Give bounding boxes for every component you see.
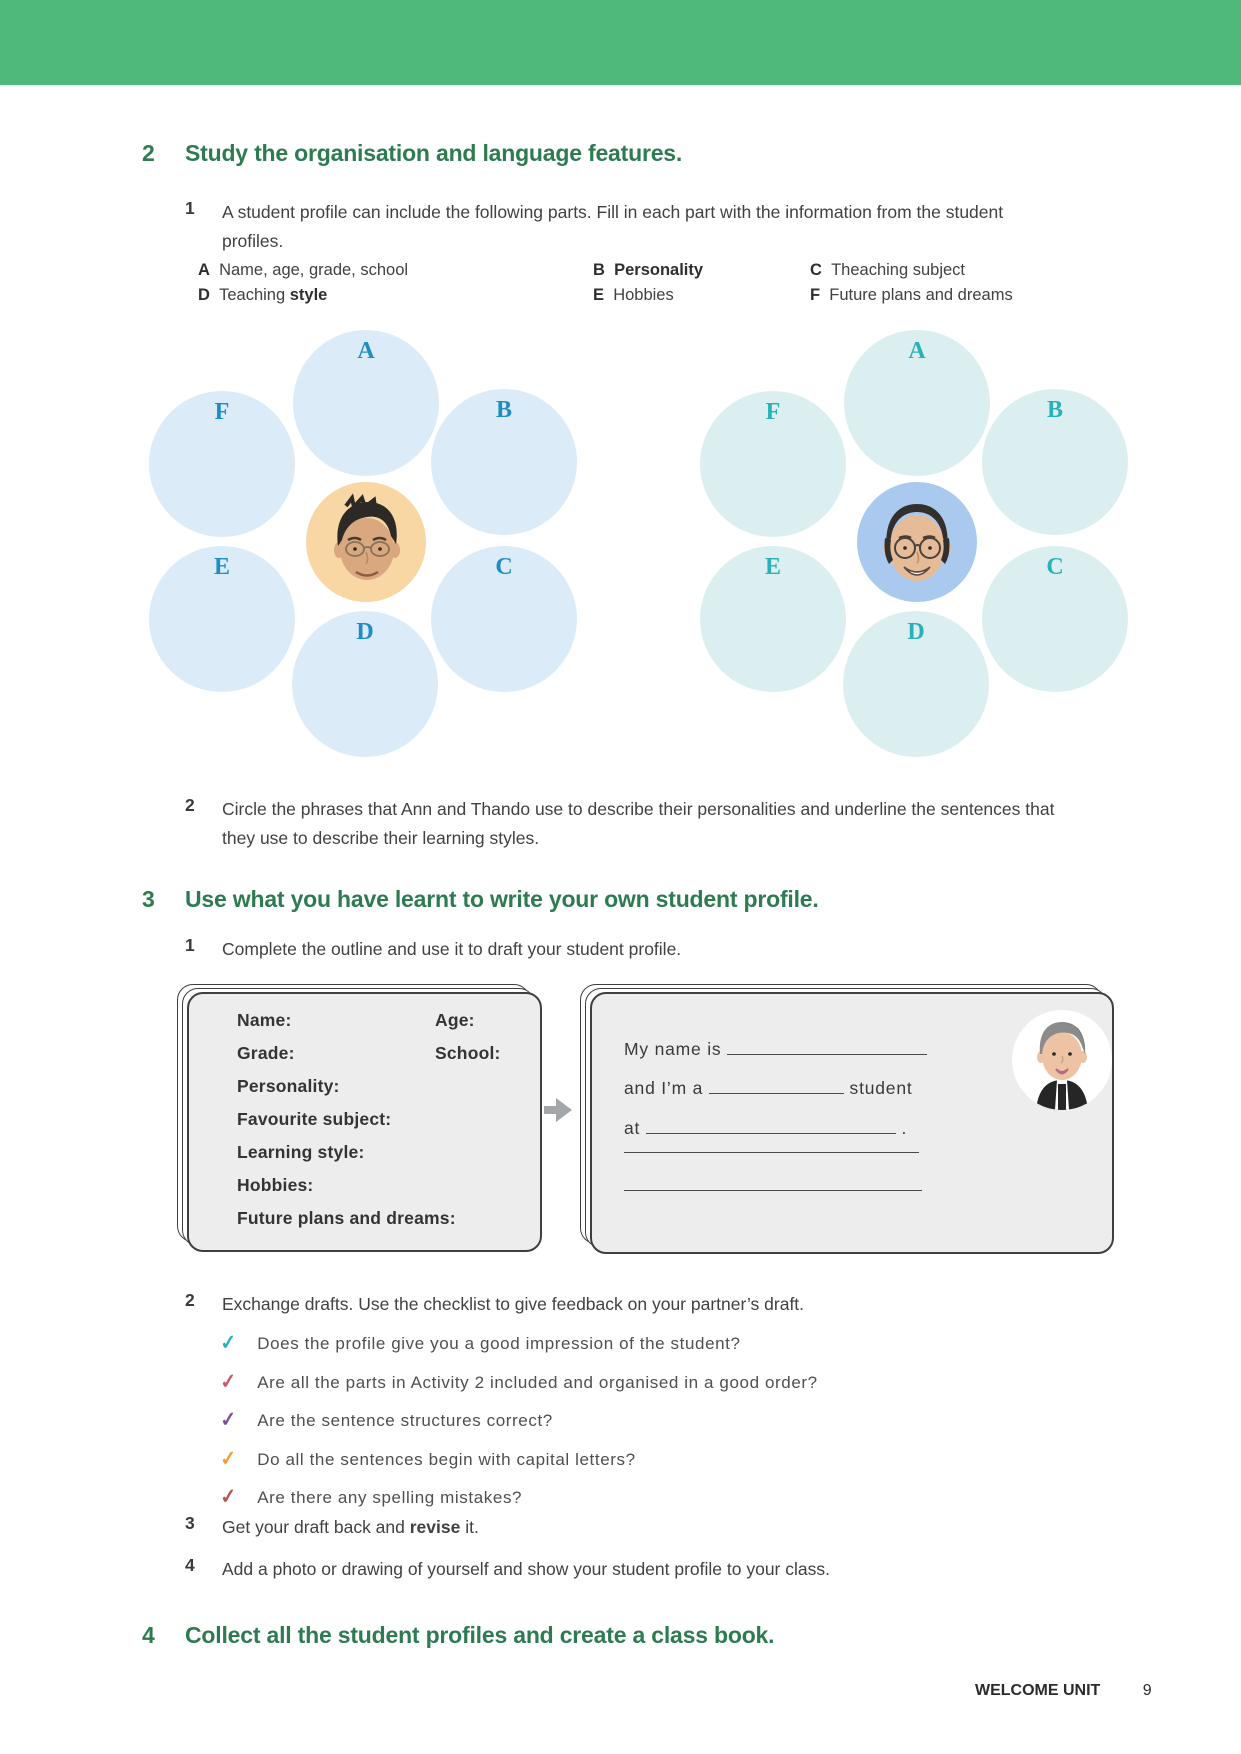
circle-label-e: E xyxy=(764,554,782,580)
part-letter: D xyxy=(198,286,210,304)
checklist-question: Are all the parts in Activity 2 included and organised in a good order? xyxy=(257,1373,818,1392)
outline-row-name-age xyxy=(237,1010,475,1031)
field-label-hobbies: Hobbies: xyxy=(237,1175,314,1195)
circle-label-b: B xyxy=(1046,397,1064,423)
part-letter: E xyxy=(593,286,605,304)
draft-line-2-suffix: student xyxy=(849,1078,913,1098)
check-icon: ✓ xyxy=(218,1408,238,1432)
part-label-bold: style xyxy=(289,286,328,304)
part-letter: C xyxy=(810,261,822,279)
checklist-question: Are the sentence structures correct? xyxy=(257,1411,553,1430)
check-icon: ✓ xyxy=(218,1447,238,1471)
writing-rule-blank[interactable] xyxy=(624,1190,922,1191)
section-3-number: 3 xyxy=(142,886,155,912)
part-label: Hobbies xyxy=(613,286,674,304)
circle-label-d: D xyxy=(356,619,374,645)
part-letter: B xyxy=(593,261,605,279)
unit-label: WELCOME UNIT xyxy=(975,1682,1101,1699)
man-face-illustration xyxy=(857,482,977,602)
check-icon: ✓ xyxy=(218,1370,238,1394)
check-icon: ✓ xyxy=(218,1485,238,1509)
item-text: Add a photo or drawing of yourself and show your student profile to your class. xyxy=(222,1559,830,1579)
teacher-photo-left xyxy=(306,482,426,602)
item-text: Circle the phrases that Ann and Thando use to describe their personalities and underline the sentences that they use to describe their learning styles. xyxy=(222,799,1055,848)
outline-row-favourite-subject xyxy=(237,1109,391,1130)
circle-label-a: A xyxy=(357,338,375,364)
school-blank[interactable] xyxy=(646,1117,896,1134)
draft-line-2 xyxy=(624,1077,913,1099)
circle-label-c: C xyxy=(1046,554,1064,580)
field-label-grade: Grade: xyxy=(237,1043,295,1063)
writing-rule-blank[interactable] xyxy=(624,1152,919,1153)
profile-diagram-right xyxy=(681,325,1131,760)
draft-line-3-period: . xyxy=(901,1118,908,1138)
draft-line-1-text: My name is xyxy=(624,1039,722,1059)
item-number: 1 xyxy=(185,198,195,218)
part-item-d xyxy=(198,283,327,308)
item-number: 1 xyxy=(185,935,195,955)
diagram-circle-c[interactable] xyxy=(431,546,577,692)
diagram-circle-f[interactable] xyxy=(700,391,846,537)
arrow-right-icon xyxy=(543,1097,573,1128)
section-4-heading xyxy=(142,1622,1092,1652)
circle-label-a: A xyxy=(908,338,926,364)
checklist-item-5 xyxy=(220,1484,522,1509)
diagram-circle-a[interactable] xyxy=(844,330,990,476)
part-letter: A xyxy=(198,261,210,279)
check-icon: ✓ xyxy=(218,1331,238,1355)
item-text xyxy=(222,1513,1042,1542)
circle-label-c: C xyxy=(495,554,513,580)
outline-row-hobbies xyxy=(237,1175,313,1196)
part-item-c xyxy=(810,258,965,283)
part-item-a xyxy=(198,258,408,283)
diagram-circle-b[interactable] xyxy=(431,389,577,535)
outline-row-grade-school xyxy=(237,1043,501,1064)
section-4-number: 4 xyxy=(142,1622,155,1648)
diagram-circle-a[interactable] xyxy=(293,330,439,476)
circle-label-d: D xyxy=(907,619,925,645)
man-face-illustration xyxy=(306,482,426,602)
circle-label-f: F xyxy=(214,399,230,425)
item-number: 3 xyxy=(185,1513,195,1533)
draft-line-1 xyxy=(624,1038,927,1060)
field-label-favourite-subject: Favourite subject: xyxy=(237,1109,392,1129)
field-label-name: Name: xyxy=(237,1010,292,1030)
checklist-question: Do all the sentences begin with capital letters? xyxy=(257,1450,636,1469)
section-4-title: Collect all the student profiles and create a class book. xyxy=(185,1622,775,1648)
section-3-heading xyxy=(142,886,1042,916)
field-label-personality: Personality: xyxy=(237,1076,340,1096)
checklist-item-1 xyxy=(220,1330,741,1355)
outline-row-learning-style xyxy=(237,1142,364,1163)
item-text: Complete the outline and use it to draft your student profile. xyxy=(222,939,682,959)
diagram-circle-b[interactable] xyxy=(982,389,1128,535)
field-label-future-plans: Future plans and dreams: xyxy=(237,1208,456,1228)
part-letter: F xyxy=(810,286,821,304)
section-2-heading xyxy=(142,140,1042,170)
teacher-photo-right xyxy=(857,482,977,602)
part-label: Theaching subject xyxy=(831,261,966,279)
outline-card xyxy=(187,992,542,1252)
field-label-school: School: xyxy=(435,1043,501,1063)
checklist-question: Are there any spelling mistakes? xyxy=(257,1488,523,1507)
outline-row-personality xyxy=(237,1076,340,1097)
item-text: Exchange drafts. Use the checklist to give feedback on your partner’s draft. xyxy=(222,1294,805,1314)
circle-label-b: B xyxy=(495,397,513,423)
item-text-pre: Get your draft back and xyxy=(222,1517,410,1537)
field-label-learning-style: Learning style: xyxy=(237,1142,365,1162)
draft-line-3-text: at xyxy=(624,1118,641,1138)
part-item-e xyxy=(593,283,674,308)
item-number: 4 xyxy=(185,1555,195,1575)
section-2-number: 2 xyxy=(142,140,155,166)
outline-row-future-plans xyxy=(237,1208,456,1229)
section-2-title: Study the organisation and language features. xyxy=(185,140,683,166)
item-number: 2 xyxy=(185,795,195,815)
checklist-item-2 xyxy=(220,1369,818,1394)
student-avatar-illustration xyxy=(1012,1010,1112,1110)
circle-label-e: E xyxy=(213,554,231,580)
draft-line-2-text: and I’m a xyxy=(624,1078,704,1098)
part-label: Name, age, grade, school xyxy=(219,261,409,279)
circle-label-f: F xyxy=(765,399,781,425)
checklist-item-3 xyxy=(220,1407,553,1432)
part-label: Teaching xyxy=(219,286,290,304)
draft-card xyxy=(590,992,1114,1254)
item-text-bold: revise xyxy=(409,1517,461,1537)
item-text-post: it. xyxy=(460,1517,479,1537)
profile-parts-list xyxy=(198,258,1148,310)
grade-blank[interactable] xyxy=(709,1077,844,1094)
diagram-circle-d[interactable] xyxy=(292,611,438,757)
header-color-band xyxy=(0,0,1241,85)
diagram-circle-d[interactable] xyxy=(843,611,989,757)
diagram-circle-e[interactable] xyxy=(700,546,846,692)
name-blank[interactable] xyxy=(727,1038,927,1055)
checklist-question: Does the profile give you a good impression of the student? xyxy=(257,1334,741,1353)
part-label-bold: Personality xyxy=(614,261,704,279)
student-avatar xyxy=(1012,1010,1112,1110)
page-footer xyxy=(975,1682,1205,1700)
section-3-title: Use what you have learnt to write your own student profile. xyxy=(185,886,819,912)
diagram-circle-c[interactable] xyxy=(982,546,1128,692)
part-item-f xyxy=(810,283,1013,308)
diagram-circle-f[interactable] xyxy=(149,391,295,537)
profile-diagram-left xyxy=(130,325,580,760)
checklist-item-4 xyxy=(220,1446,636,1471)
item-text: A student profile can include the following parts. Fill in each part with the information from the student profiles. xyxy=(222,202,1004,251)
draft-line-3 xyxy=(624,1117,907,1139)
diagram-circle-e[interactable] xyxy=(149,546,295,692)
item-number: 2 xyxy=(185,1290,195,1310)
field-label-age: Age: xyxy=(435,1010,475,1030)
page-number: 9 xyxy=(1142,1682,1152,1699)
part-label: Future plans and dreams xyxy=(829,286,1013,304)
part-item-b xyxy=(593,258,703,283)
